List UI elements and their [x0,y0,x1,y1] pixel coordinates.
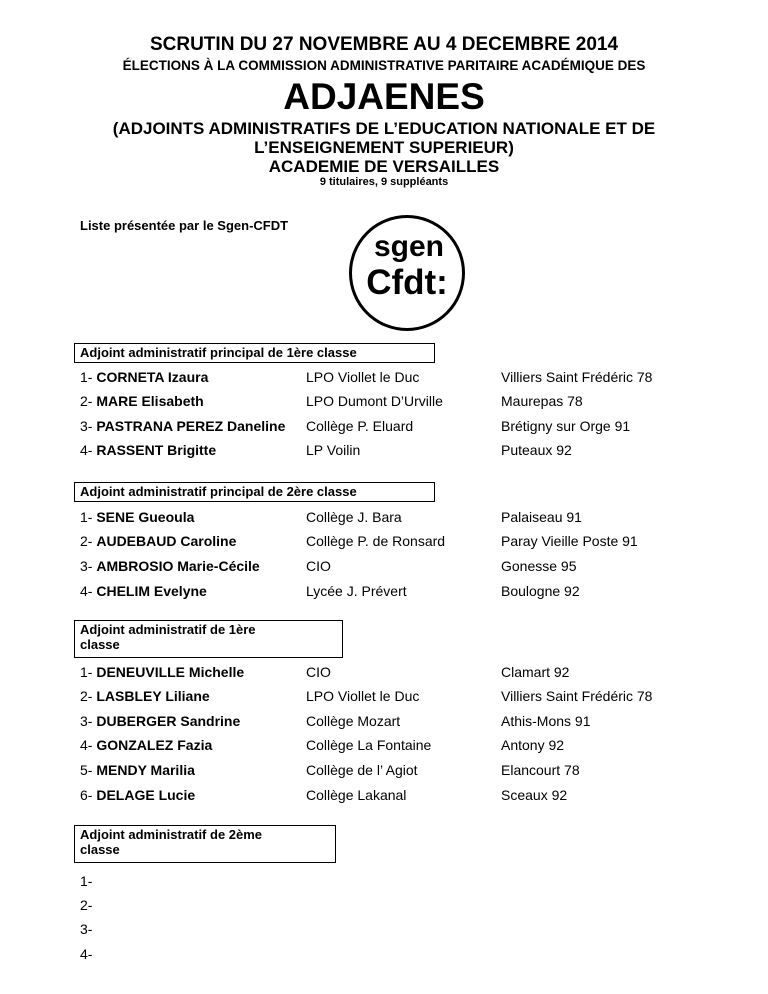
candidate-city: Elancourt 78 [501,762,580,778]
candidate-row: 6- DELAGE Lucie Collège Lakanal Sceaux 92 [80,787,568,803]
candidate-row: 1- CORNETA Izaura LPO Viollet le Duc Villiers Saint Frédéric 78 [80,369,653,385]
candidate-name: LASBLEY Liliane [96,688,210,704]
candidate-establishment: CIO [306,664,331,680]
candidate-name: AUDEBAUD Caroline [96,533,237,549]
candidate-name: CHELIM Evelyne [96,583,207,599]
corps-title: ADJAENES [283,76,485,117]
candidate-name: MARE Elisabeth [96,393,204,409]
candidate-establishment: LPO Viollet le Duc [306,369,420,385]
empty-candidate-slot: 3- [80,921,93,937]
candidate-establishment: Collège La Fontaine [306,737,432,753]
candidate-city: Puteaux 92 [501,442,572,458]
category-1ere-classe [74,620,343,658]
candidate-name: CORNETA Izaura [96,369,209,385]
candidate-establishment: LP Voilin [306,442,361,458]
corps-subtitle [0,119,768,176]
candidate-name: DELAGE Lucie [96,787,196,803]
election-heading: ÉLECTIONS À LA COMMISSION ADMINISTRATIVE PARITAIRE ACADÉMIQUE DES [122,58,646,73]
candidate-city: Sceaux 92 [501,787,568,803]
candidate-city: Paray Vieille Poste 91 [501,533,638,549]
candidate-name: AMBROSIO Marie-Cécile [96,558,260,574]
candidate-establishment: CIO [306,558,331,574]
candidate-city: Brétigny sur Orge 91 [501,418,631,434]
candidate-city: Antony 92 [501,737,565,753]
candidate-row: 1- SENE Gueoula Collège J. Bara Palaiseau 91 [80,509,582,525]
candidate-city: Maurepas 78 [501,393,583,409]
candidate-name: GONZALEZ Fazia [96,737,213,753]
candidate-city: Boulogne 92 [501,583,580,599]
candidate-row: 4- CHELIM Evelyne Lycée J. Prévert Boulogne 92 [80,583,580,599]
empty-candidate-slot: 1- [80,873,93,889]
candidate-row: 2- MARE Elisabeth LPO Dumont D’Urville Maurepas 78 [80,393,583,409]
candidate-establishment: Lycée J. Prévert [306,583,407,599]
candidate-name: PASTRANA PEREZ Daneline [96,418,286,434]
candidate-city: Villiers Saint Frédéric 78 [501,369,653,385]
candidate-row: 3- DUBERGER Sandrine Collège Mozart Athis-Mons 91 [80,713,591,729]
candidate-establishment: Collège de l’ Agiot [306,762,418,778]
category-title-line-2: classe [80,842,120,857]
candidate-name: DUBERGER Sandrine [96,713,241,729]
candidate-row: 4- GONZALEZ Fazia Collège La Fontaine Antony 92 [80,737,565,753]
logo-text-cfdt: Cfdt: [366,263,448,302]
candidate-row: 2- AUDEBAUD Caroline Collège P. de Ronsard Paray Vieille Poste 91 [80,533,638,549]
category-title-line-1: Adjoint administratif de 1ère [80,622,256,637]
candidate-city: Clamart 92 [501,664,570,680]
category-title-line-2: classe [80,637,120,652]
corps-subtitle-line-1: (ADJOINTS ADMINISTRATIFS DE L’EDUCATION NATIONALE ET DE [112,119,656,138]
sgen-cfdt-logo [348,214,466,332]
candidate-establishment: Collège Mozart [306,713,401,729]
candidate-establishment: Collège J. Bara [306,509,402,525]
candidate-establishment: Collège P. Eluard [306,418,414,434]
candidate-city: Palaiseau 91 [501,509,582,525]
candidate-row: 2- LASBLEY Liliane LPO Viollet le Duc Villiers Saint Frédéric 78 [80,688,653,704]
candidate-name: MENDY Marilia [96,762,195,778]
candidate-name: SENE Gueoula [96,509,195,525]
empty-candidate-slot: 2- [80,897,93,913]
seats-count: 9 titulaires, 9 suppléants [319,176,449,188]
candidate-establishment: Collège P. de Ronsard [306,533,446,549]
candidate-row: 3- PASTRANA PEREZ Daneline Collège P. Eluard Brétigny sur Orge 91 [80,418,631,434]
category-principal-2ere-classe: Adjoint administratif principal de 2ère classe [74,482,435,502]
candidate-city: Athis-Mons 91 [501,713,591,729]
candidate-establishment: Collège Lakanal [306,787,407,803]
corps-subtitle-line-2: L’ENSEIGNEMENT SUPERIEUR) [254,138,514,157]
category-2eme-classe [74,825,336,863]
candidate-name: DENEUVILLE Michelle [96,664,245,680]
candidate-city: Gonesse 95 [501,558,577,574]
candidate-row: 3- AMBROSIO Marie-Cécile CIO Gonesse 95 [80,558,577,574]
category-principal-1ere-classe: Adjoint administratif principal de 1ère classe [74,343,435,363]
ballot-dates-heading: SCRUTIN DU 27 NOVEMBRE AU 4 DECEMBRE 2014 [149,34,619,55]
candidate-establishment: LPO Viollet le Duc [306,688,420,704]
candidate-row: 4- RASSENT Brigitte LP Voilin Puteaux 92 [80,442,572,458]
logo-text-sgen: sgen [373,230,445,263]
category-title-line-1: Adjoint administratif de 2ème [80,827,263,842]
candidate-establishment: LPO Dumont D’Urville [306,393,443,409]
candidate-name: RASSENT Brigitte [96,442,217,458]
candidate-row: 1- DENEUVILLE Michelle CIO Clamart 92 [80,664,570,680]
academy-name: ACADEMIE DE VERSAILLES [268,157,500,176]
empty-candidate-slot: 4- [80,946,93,962]
candidate-row: 5- MENDY Marilia Collège de l’ Agiot Elancourt 78 [80,762,580,778]
candidate-city: Villiers Saint Frédéric 78 [501,688,653,704]
list-intro: Liste présentée par le Sgen-CFDT [80,218,289,233]
